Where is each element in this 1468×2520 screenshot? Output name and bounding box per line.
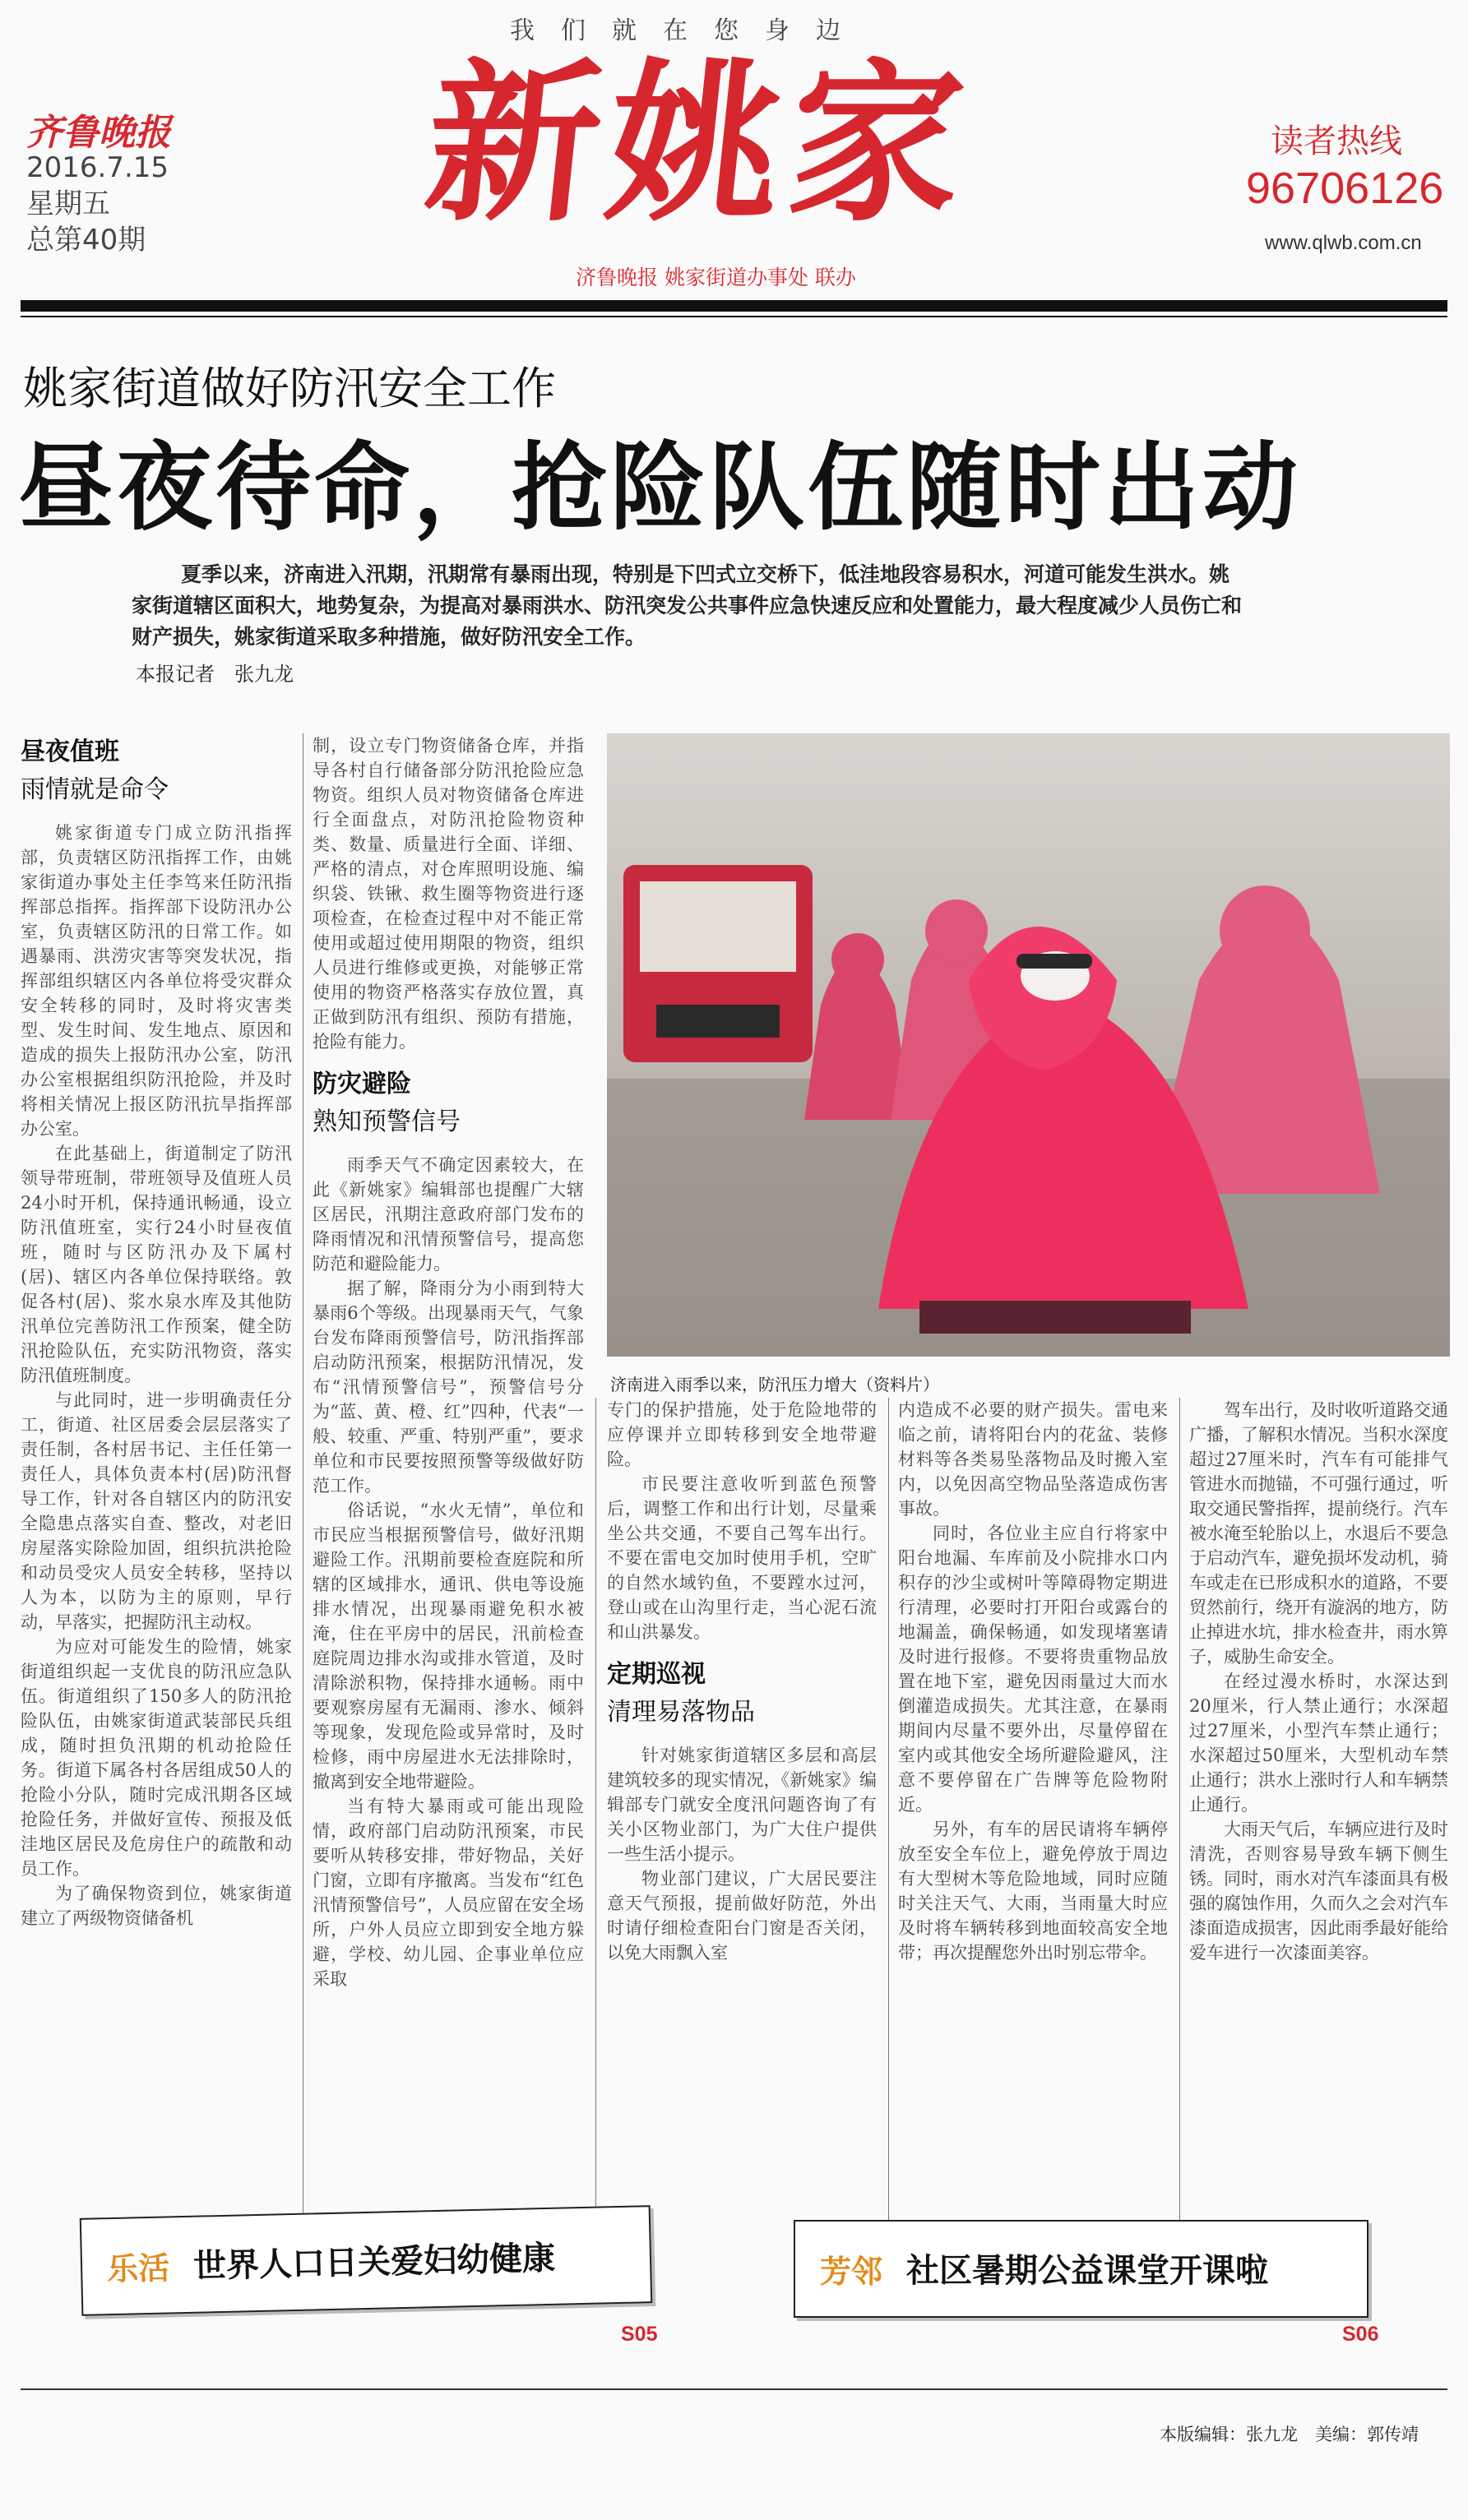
article-column-4 xyxy=(898,1398,1168,2220)
promo-tag: 乐活 xyxy=(106,2250,170,2288)
paragraph: 在经过漫水桥时，水深达到20厘米，行人禁止通行；水深超过27厘米，小型汽车禁止通行；水深超过50厘米，大型机动车禁止通行；洪水上涨时行人和车辆禁止通行。 xyxy=(1189,1672,1448,1815)
hotline-number: 96706126 xyxy=(1246,164,1444,213)
promo-title: 社区暑期公益课堂开课啦 xyxy=(906,2252,1268,2290)
promo-page-number: S06 xyxy=(1342,2323,1379,2346)
paragraph: 内造成不必要的财产损失。雷电来临之前，请将阳台内的花盆、装修材料等各类易坠落物品及时搬入室内，以免因高空物品坠落造成伤害事故。 xyxy=(898,1400,1168,1519)
paragraph: 市民要注意收听到蓝色预警后，调整工作和出行计划，尽量乘坐公共交通，不要自己驾车出行。不要在雷电交加时使用手机，空旷的自然水域钓鱼，不要蹚水过河，登山或在山沟里行走，当心泥石流和山洪暴发。 xyxy=(607,1474,877,1642)
photo-caption: 济南进入雨季以来，防汛压力增大（资料片） xyxy=(610,1375,939,1394)
section-subheading: 熟知预警信号 xyxy=(313,1107,461,1136)
issue-weekday: 星期五 xyxy=(26,187,110,220)
masthead-slogan: 我们就在您身边 xyxy=(510,16,867,45)
promo-title: 世界人口日关爱妇幼健康 xyxy=(192,2239,556,2286)
column-divider xyxy=(595,1398,596,2228)
paragraph: 据了解，降雨分为小雨到特大暴雨6个等级。出现暴雨天气，气象台发布降雨预警信号，防汛指挥部启动防汛预案，根据防汛情况，发布“汛情预警信号”，预警信号分为“蓝、黄、橙、红”四种，代表“一般、较重、严重、特别严重”，要求单位和市民要按照预警等级做好防范工作。 xyxy=(313,1278,584,1496)
website-link[interactable]: www.qlwb.com.cn xyxy=(1265,232,1422,254)
article-column-3 xyxy=(607,1398,877,2220)
promo-box-lehuo[interactable] xyxy=(80,2205,653,2316)
article-headline: 昼夜待命，抢险队伍随时出动 xyxy=(18,432,1301,543)
section-heading: 防灾避险 xyxy=(313,1070,411,1098)
paragraph: 专门的保护措施，处于危险地带的应停课并立即转移到安全地带避险。 xyxy=(607,1400,877,1469)
masthead-divider xyxy=(21,300,1447,312)
paragraph: 在此基础上，街道制定了防汛领导带班制，带班领导及值班人员24小时开机，保持通讯畅通，设立防汛值班室，实行24小时昼夜值班，随时与区防汛办及下属村(居)、辖区内各单位保持联络。敦促各村(居)、浆水泉水库及其他防汛单位完善防汛工作预案，健全防汛抢险队伍，充实防汛物资，落实防汛值班制度。 xyxy=(21,1144,292,1385)
article-column-1 xyxy=(21,733,292,2230)
hotline-label: 读者热线 xyxy=(1271,123,1402,160)
section-heading: 定期巡视 xyxy=(607,1660,706,1689)
paragraph: 雨季天气不确定因素较大，在此《新姚家》编辑部也提醒广大辖区居民，汛期注意政府部门发布的降雨情况和汛情预警信号，提高您防范和避险能力。 xyxy=(313,1155,584,1274)
paragraph: 针对姚家街道辖区多层和高层建筑较多的现实情况，《新姚家》编辑部专门就安全度汛问题咨询了有关小区物业部门，为广大住户提供一些生活小提示。 xyxy=(607,1746,877,1864)
paragraph: 驾车出行，及时收听道路交通广播，了解积水情况。当积水深度超过27厘米时，汽车有可能排气管进水而抛锚，不可强行通过，听取交通民警指挥，提前绕行。汽车被水淹至轮胎以上，水退后不要急于启动汽车，避免损坏发动机，骑车或走在已形成积水的道路，不要贸然前行，绕开有漩涡的地方，防止掉进水坑，排水检查井，雨水箅子，威胁生命安全。 xyxy=(1189,1400,1448,1667)
section-subheading: 雨情就是命令 xyxy=(21,775,169,804)
issue-date: 2016.7.15 xyxy=(26,151,169,184)
paragraph: 为了确保物资到位，姚家街道建立了两级物资储备机 xyxy=(21,1884,292,1928)
article-column-5 xyxy=(1189,1398,1448,2220)
promo-box-fanglin[interactable] xyxy=(794,2220,1368,2318)
edition-info xyxy=(26,150,169,258)
paragraph: 当有特大暴雨或可能出现险情，政府部门启动防汛预案，市民要听从转移安排，带好物品，关好门窗，立即有序撤离。当发布“红色汛情预警信号”，人员应留在安全场所，户外人员应立即到安全地方躲避，学校、幼儿园、企事业单位应采取 xyxy=(313,1796,584,1989)
masthead-partners: 济鲁晚报 姚家街道办事处 联办 xyxy=(576,266,856,289)
editor-credits: 本版编辑：张九龙 美编：郭传靖 xyxy=(1160,2425,1419,2444)
column-divider xyxy=(1179,1398,1180,2228)
paragraph: 另外，有车的居民请将车辆停放至安全车位上，避免停放于周边有大型树木等危险地域，同时应随时关注天气、大雨，当雨量大时应及时将车辆转移到地面较高安全地带；再次提醒您外出时别忘带伞。 xyxy=(898,1819,1168,1963)
article-byline: 本报记者 张九龙 xyxy=(136,663,294,686)
paragraph: 与此同时，进一步明确责任分工，街道、社区居委会层层落实了责任制，各村居书记、主任任第一责任人，具体负责本村(居)防汛督导工作，针对各自辖区内的防汛安全隐患点落实自查、整改，对老旧房屋落实除险加固，组织抗洪抢险和动员受灾人员安全转移，坚持以人为本，以防为主的原则，早行动，早落实，把握防汛主动权。 xyxy=(21,1390,292,1632)
masthead-title: 新姚家 xyxy=(417,42,982,245)
issue-number: 总第40期 xyxy=(26,224,146,257)
promo-tag: 芳邻 xyxy=(820,2254,883,2290)
footer-divider xyxy=(21,2388,1447,2390)
section-heading: 昼夜值班 xyxy=(21,738,119,766)
paragraph: 姚家街道专门成立防汛指挥部，负责辖区防汛指挥工作，由姚家街道办事处主任李笃来任防汛指挥部总指挥。指挥部下设防汛办公室，负责辖区防汛的日常工作。如遇暴雨、洪涝灾害等突发状况，指挥部组织辖区内各单位将受灾群众安全转移的同时，及时将灾害类型、发生时间、发生地点、原因和造成的损失上报防汛办公室，防汛办公室根据组织防汛抢险，并及时将相关情况上报区防汛抗旱指挥部办公室。 xyxy=(21,823,292,1139)
section-subheading: 清理易落物品 xyxy=(607,1698,755,1727)
article-lede: 夏季以来，济南进入汛期，汛期常有暴雨出现，特别是下凹式立交桥下，低洼地段容易积水，河道可能发生洪水。姚家街道辖区面积大，地势复杂，为提高对暴雨洪水、防汛突发公共事件应急快速反应和处置能力，最大程度减少人员伤亡和财产损失，姚家街道采取多种措施，做好防汛安全工作。 xyxy=(132,562,1243,649)
paragraph: 为应对可能发生的险情，姚家街道组织起一支优良的防汛应急队伍。街道组织了150多人的防汛抢险队伍，由姚家街道武装部民兵组成，随时担负汛期的机动抢险任务。街道下属各村各居组成50人的抢险小分队，随时完成汛期各区域抢险任务，并做好宣传、预报及低洼地区居民及危房住户的疏散和动员工作。 xyxy=(21,1637,292,1879)
rain-riders-image xyxy=(607,733,1450,1357)
column-divider xyxy=(888,1398,889,2228)
article-kicker: 姚家街道做好防汛安全工作 xyxy=(23,363,556,414)
brand-logo: 齐鲁晚报 xyxy=(26,112,171,154)
paragraph: 物业部门建议，广大居民要注意天气预报，提前做好防范，外出时请仔细检查阳台门窗是否关闭，以免大雨飘入室 xyxy=(607,1869,877,1963)
paragraph: 大雨天气后，车辆应进行及时清洗，否则容易导致车辆下侧生锈。同时，雨水对汽车漆面具有极强的腐蚀作用，久而久之会对汽车漆面造成损害，因此雨季最好能给爱车进行一次漆面美容。 xyxy=(1189,1819,1448,1963)
paragraph: 同时，各位业主应自行将家中阳台地漏、车库前及小院排水口内积存的沙尘或树叶等障碍物定期进行清理，必要时打开阳台或露台的地漏盖，确保畅通，如发现堵塞请及时进行报修。不要将贵重物品放置在地下室，避免因雨量过大而水倒灌造成损失。尤其注意，在暴雨期间内尽量不要外出，尽量停留在室内或其他安全场所避险避风，注意不要停留在广告牌等危险物附近。 xyxy=(898,1524,1168,1815)
article-column-2 xyxy=(313,733,584,2230)
masthead-divider-thin xyxy=(21,316,1447,317)
article-photo xyxy=(607,733,1450,1357)
paragraph: 制，设立专门物资储备仓库，并指导各村自行储备部分防汛抢险应急物资。组织人员对物资储备仓库进行全面盘点，对防汛抢险物资种类、数量、质量进行全面、详细、严格的清点，对仓库照明设施、编织袋、铁锹、救生圈等物资进行逐项检查，在检查过程中对不能正常使用或超过使用期限的物资，组织人员进行维修或更换，对能够正常使用的物资严格落实存放位置，真正做到防汛有组织、预防有措施，抢险有能力。 xyxy=(313,736,584,1052)
paragraph: 俗话说，“水火无情”，单位和市民应当根据预警信号，做好汛期避险工作。汛期前要检查庭院和所辖的区域排水，通讯、供电等设施排水情况，出现暴雨避免积水被淹，住在平房中的居民，汛前检查庭院周边排水沟或排水管道，及时清除淤积物，保持排水通畅。雨中要观察房屋有无漏雨、渗水、倾斜等现象，发现危险或异常时，及时检修，雨中房屋进水无法排除时，撤离到安全地带避险。 xyxy=(313,1500,584,1792)
promo-page-number: S05 xyxy=(621,2323,658,2346)
